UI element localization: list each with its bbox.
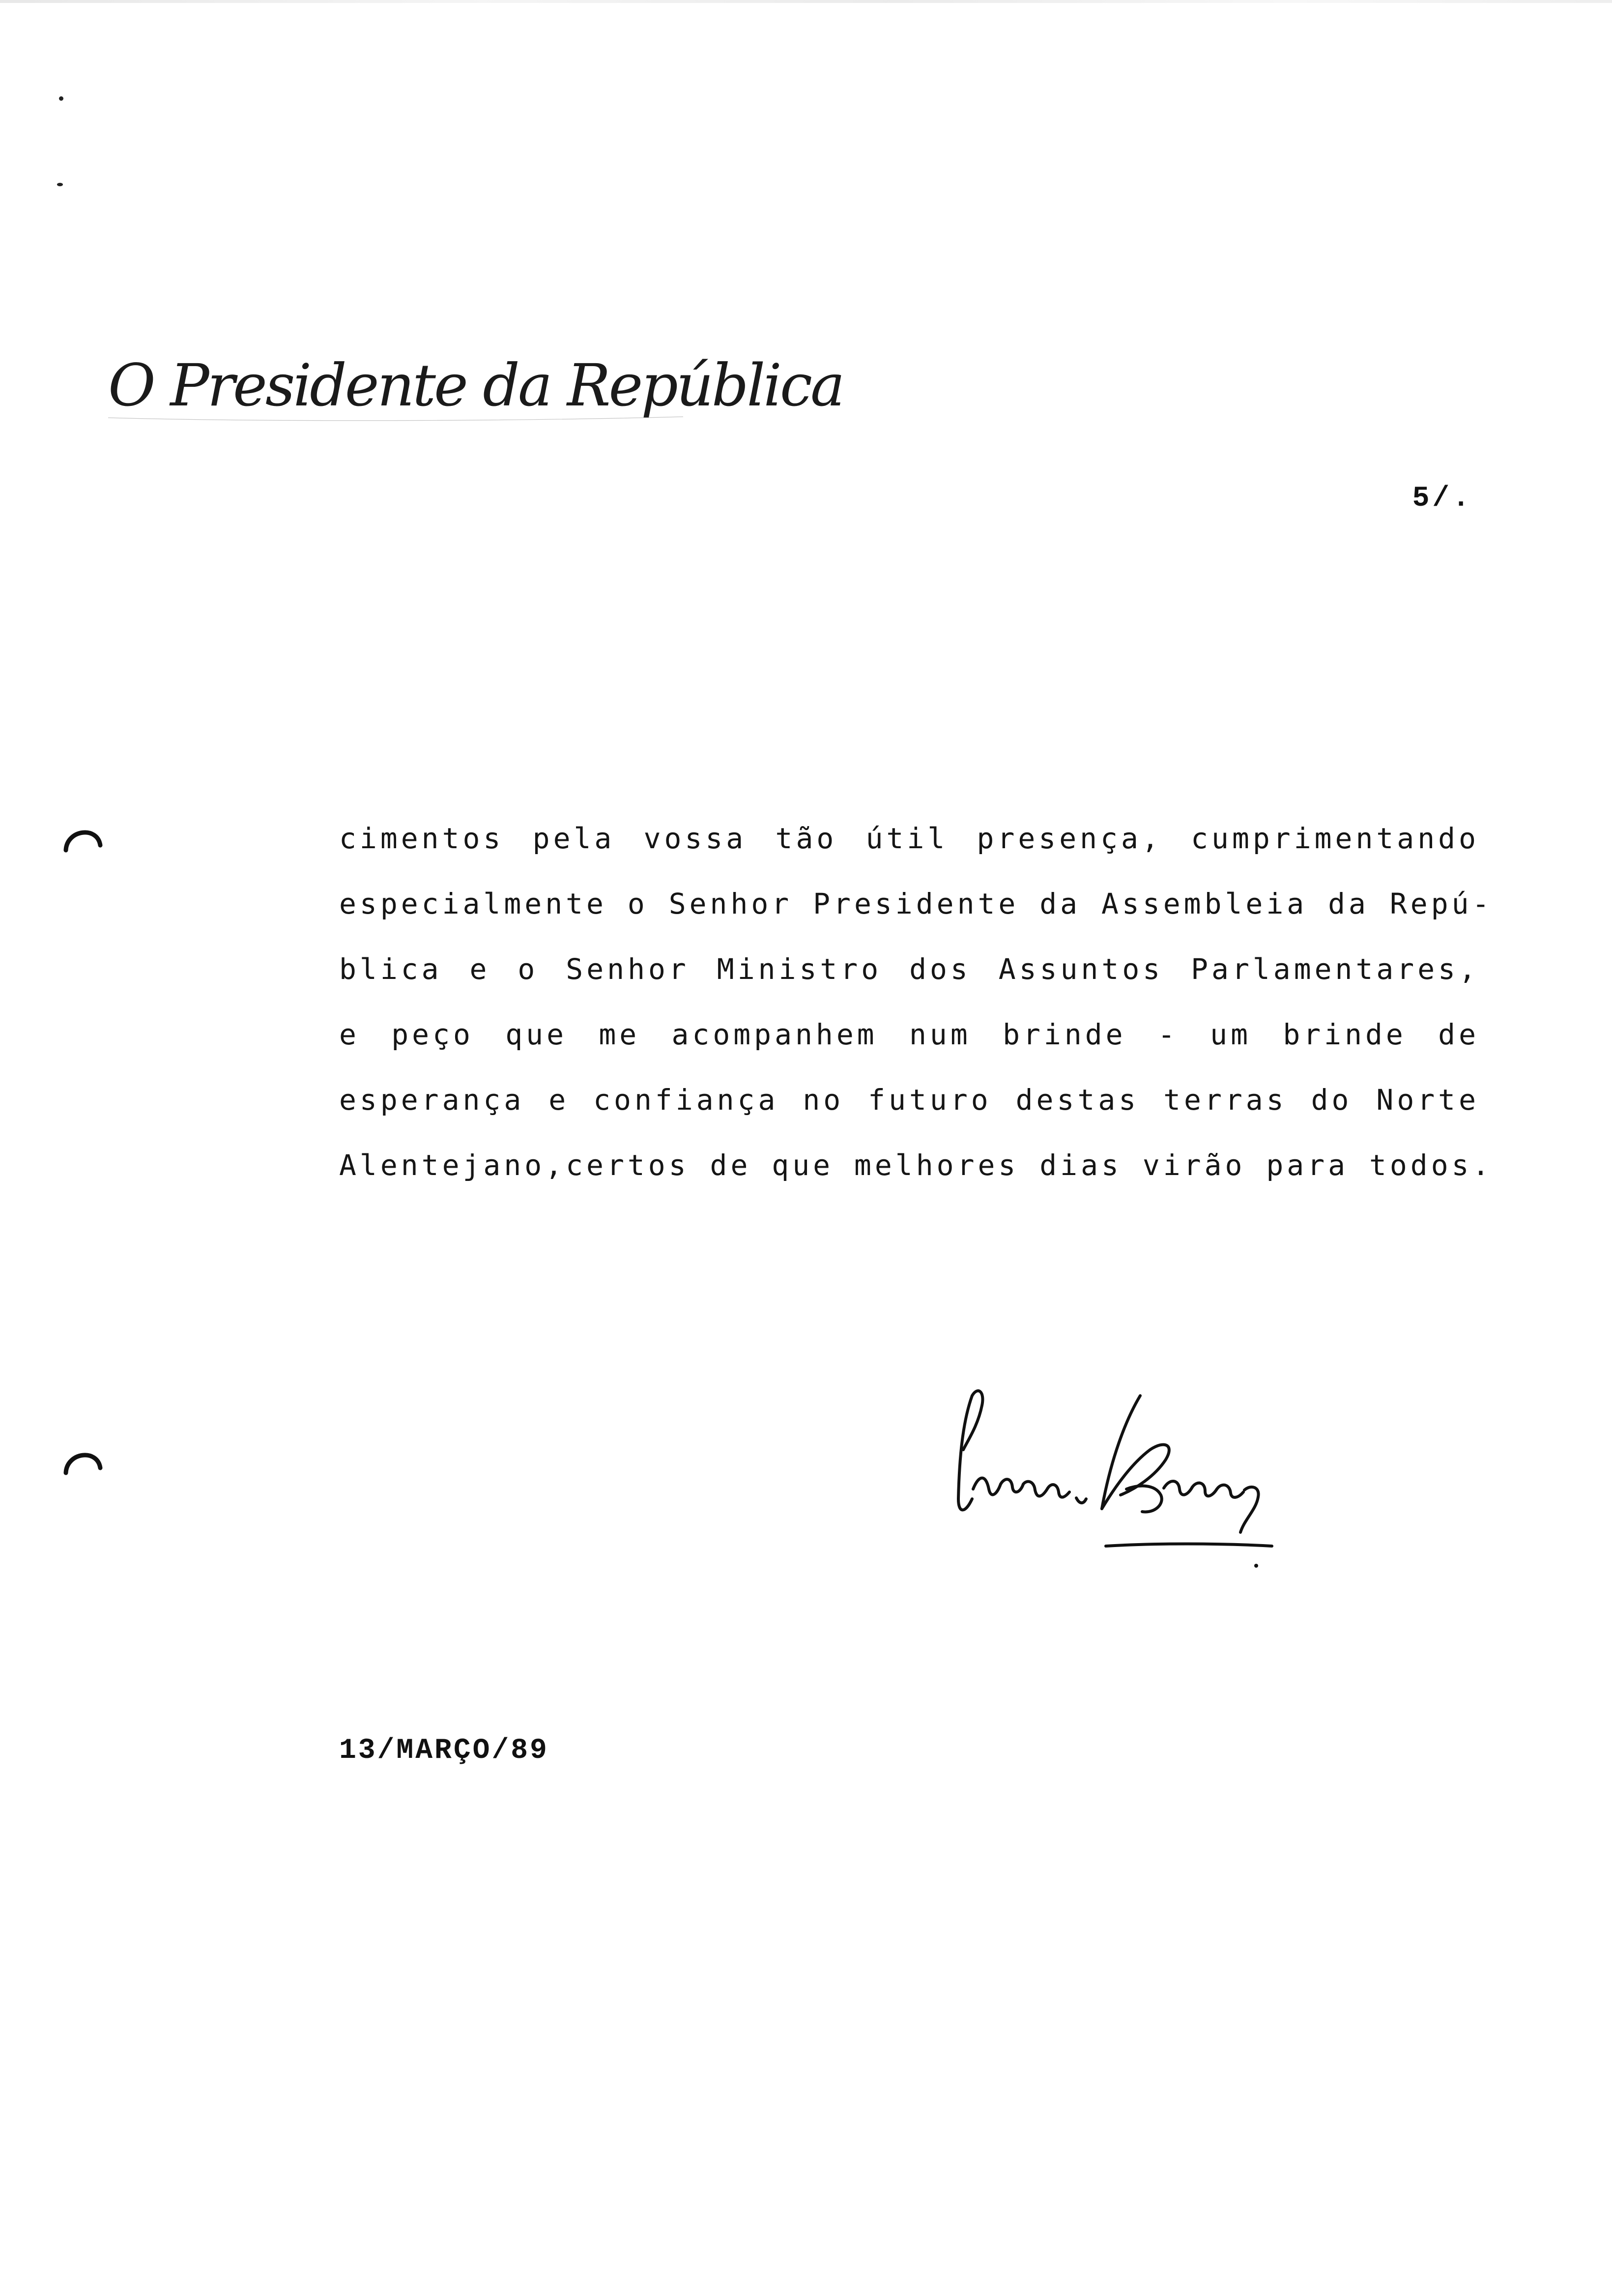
body-line-1: cimentos pela vossa tão útil presença, cumprimentando: [339, 822, 1479, 855]
body-line-4: e peço que me acompanhem num brinde - um brinde de: [339, 1018, 1479, 1051]
signature-graphic: [944, 1366, 1297, 1573]
scan-speck: [57, 183, 63, 186]
punch-hole-mark-top: [62, 820, 103, 861]
svg-text:O Presidente da República: O Presidente da República: [108, 351, 843, 419]
body-line-5: esperança e confiança no futuro destas terras do Norte: [339, 1083, 1479, 1117]
document-date: 13/MARÇO/89: [339, 1735, 549, 1767]
page-number: 5/.: [1412, 483, 1472, 515]
body-line-2: especialmente o Senhor Presidente da Assembleia da Repú-: [339, 887, 1493, 920]
handwritten-signature: [944, 1366, 1297, 1573]
scan-speck: [59, 96, 63, 101]
punch-hole-mark-bottom: [62, 1442, 103, 1484]
scan-streak: [0, 0, 1612, 3]
body-paragraph: [339, 806, 1493, 1198]
body-line-6: Alentejano,certos de que melhores dias virão para todos.: [339, 1148, 1493, 1182]
body-line-3: blica e o Senhor Ministro dos Assuntos Parlamentares,: [339, 952, 1479, 986]
letterhead-script-logo: [103, 344, 843, 442]
letterhead: [103, 344, 843, 442]
